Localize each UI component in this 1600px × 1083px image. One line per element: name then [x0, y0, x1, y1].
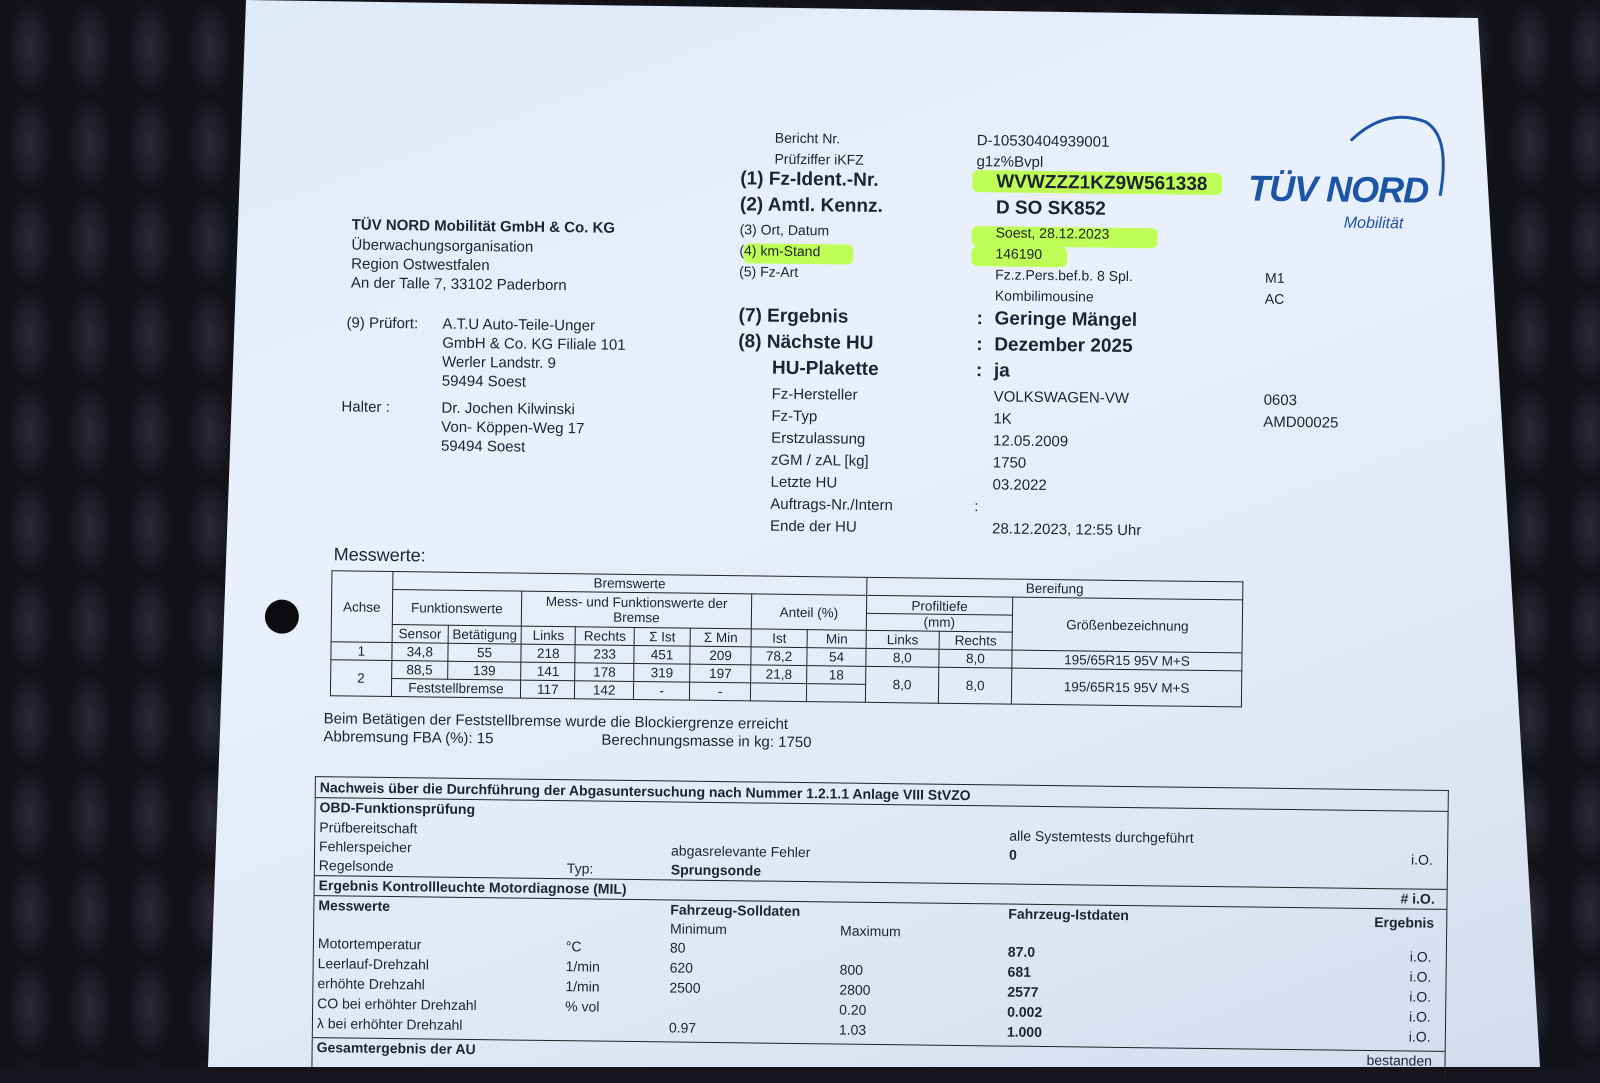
cell: 8,0 [865, 666, 939, 703]
cell: 2 [330, 660, 391, 697]
row-max: 800 [839, 961, 864, 978]
cell: 451 [634, 645, 691, 664]
mil-result: # i.O. [1400, 890, 1435, 907]
row-ist: 1.000 [1006, 1023, 1043, 1040]
fehlerspeicher-label: Fehlerspeicher [319, 838, 412, 856]
h-links: Links [521, 626, 576, 645]
row-name: λ bei erhöhter Drehzahl [316, 1015, 463, 1033]
row-min: 0.97 [668, 1019, 697, 1036]
typ-label: Typ: [566, 860, 594, 877]
h-achse: Achse [331, 571, 392, 643]
cell: 197 [690, 664, 751, 683]
ergebnis-label: (7) Ergebnis [738, 305, 849, 328]
letzte-hu-label: Letzte HU [770, 473, 838, 492]
pruefziffer-label: Prüfziffer iKFZ [774, 150, 864, 168]
cell: 78,2 [751, 647, 808, 666]
fehler-label: abgasrelevante Fehler [670, 842, 811, 861]
cell: 141 [521, 662, 576, 681]
halter-line2: Von- Köppen-Weg 17 [441, 418, 585, 438]
ergebnis-label: Ergebnis [1374, 914, 1435, 931]
h-bremswerte: Bremswerte [392, 572, 866, 596]
row-result: i.O. [1409, 948, 1432, 965]
row-unit: 1/min [565, 958, 600, 975]
fzart-value: Fz.z.Pers.bef.b. 8 Spl. [995, 266, 1133, 285]
note-feststellbremse: Beim Betätigen der Feststellbremse wurde die Blockiergrenze erreicht [323, 710, 789, 733]
row-unit: °C [565, 938, 582, 955]
h-profil-label: Profiltiefe [867, 597, 1012, 615]
row-result: i.O. [1409, 1008, 1431, 1025]
row-ist: 0.002 [1007, 1003, 1043, 1020]
row-unit: 1/min [565, 978, 600, 995]
ergebnis-value: Geringe Mängel [994, 308, 1138, 332]
tuev-nord-logo: TÜV NORD [1247, 167, 1429, 211]
row-min: 620 [669, 959, 694, 976]
cell: Feststellbremse [391, 679, 521, 699]
gesamtergebnis-label: Gesamtergebnis der AU [316, 1039, 476, 1058]
obd-title: OBD-Funktionsprüfung [319, 799, 476, 818]
row-name: erhöhte Drehzahl [317, 975, 425, 993]
fehler-value: 0 [1008, 846, 1017, 863]
cell: 142 [575, 681, 634, 700]
colon: : [976, 334, 983, 356]
note-berechnungsmasse: Berechnungsmasse in kg: 1750 [601, 731, 812, 752]
row-result: i.O. [1408, 1028, 1431, 1045]
minimum-label: Minimum [670, 920, 727, 938]
zgm-label: zGM / zAL [kg] [770, 451, 869, 470]
cell: 8,0 [939, 649, 1012, 668]
row-name: Motortemperatur [317, 935, 422, 953]
ende-hu-value: 28.12.2023, 12:55 Uhr [991, 520, 1142, 540]
h-bereifung: Bereifung [867, 577, 1243, 600]
bericht-value: D-10530404939001 [976, 132, 1110, 151]
row-result: i.O. [1409, 988, 1432, 1005]
cell: 18 [807, 666, 866, 685]
istdaten-label: Fahrzeug-Istdaten [1008, 905, 1129, 924]
regelsonde-label: Regelsonde [318, 857, 394, 875]
au-messwerte-label: Messwerte [318, 897, 391, 915]
h-sensor: Sensor [392, 625, 449, 644]
cell: 319 [634, 663, 691, 682]
ort-label: (3) Ort, Datum [739, 221, 830, 239]
row-name: Leerlauf-Drehzahl [317, 955, 430, 973]
row-ist: 681 [1007, 963, 1032, 980]
cell [750, 683, 807, 702]
hersteller-value: VOLKSWAGEN-VW [993, 388, 1130, 408]
auftrag-label: Auftrags-Nr./Intern [770, 495, 893, 515]
ort-value: Soest, 28.12.2023 [995, 224, 1110, 242]
h-funktion: Funktionswerte [392, 590, 522, 627]
typ-code: AMD00025 [1263, 413, 1339, 432]
km-value: 146190 [995, 245, 1043, 262]
cell: 218 [521, 644, 576, 663]
cell: 54 [807, 648, 866, 667]
cell: 88,5 [391, 661, 448, 680]
zgm-value: 1750 [992, 454, 1027, 472]
cell: 233 [575, 645, 634, 664]
naechste-hu-value: Dezember 2025 [994, 334, 1133, 358]
row-name: CO bei erhöhter Drehzahl [317, 995, 477, 1014]
row-min: 2500 [669, 979, 701, 996]
cell: 55 [448, 643, 521, 662]
colon: : [976, 308, 984, 330]
punch-hole [265, 599, 299, 633]
cell: 117 [521, 680, 576, 699]
logo-subtitle: Mobilität [1343, 214, 1404, 233]
fzident-label: (1) Fz-Ident.-Nr. [740, 168, 879, 191]
h-rechts: Rechts [576, 627, 635, 646]
erstzulassung-value: 12.05.2009 [992, 432, 1069, 451]
h-profil [866, 595, 1013, 632]
brake-tire-table [330, 570, 1243, 707]
note-fba: Abbremsung FBA (%): 15 [323, 728, 494, 748]
row-ist: 87.0 [1007, 943, 1036, 960]
fehler-result: i.O. [1410, 851, 1433, 868]
cell: 209 [690, 646, 751, 665]
h-prechts: Rechts [939, 631, 1012, 650]
row-unit: % vol [565, 998, 600, 1015]
au-section [311, 776, 1448, 1081]
pruefort-line3: Werler Landstr. 9 [441, 353, 557, 373]
kennz-value: D SO SK852 [995, 197, 1106, 220]
org-name: TÜV NORD Mobilität GmbH & Co. KG [351, 216, 616, 237]
pruefort-label: (9) Prüfort: [346, 314, 419, 333]
cell [807, 684, 866, 703]
fzart-code: M1 [1265, 269, 1285, 286]
cell: 195/65R15 95V M+S [1011, 668, 1241, 707]
naechste-hu-label: (8) Nächste HU [738, 331, 874, 354]
row-ist: 2577 [1007, 983, 1039, 1000]
cell: 1 [331, 642, 392, 661]
letzte-hu-value: 03.2022 [992, 476, 1047, 495]
h-sist: Σ Ist [634, 627, 691, 646]
h-groesse: Größenbezeichnung [1012, 597, 1243, 653]
typ-value: Sprungsonde [670, 861, 762, 879]
h-smin: Σ Min [690, 628, 751, 647]
cell: 8,0 [866, 648, 939, 667]
messwerte-title: Messwerte: [333, 544, 426, 566]
cell: 8,0 [938, 667, 1012, 704]
halter-label: Halter : [341, 398, 390, 416]
h-profil-unit: (mm) [923, 614, 956, 630]
mil-label: Ergebnis Kontrollleuchte Motordiagnose (MIL) [318, 877, 627, 897]
solldaten-label: Fahrzeug-Solldaten [670, 901, 801, 920]
h-plinks: Links [866, 630, 939, 649]
cell: 195/65R15 95V M+S [1012, 650, 1242, 671]
org-line2: Überwachungsorganisation [351, 236, 534, 256]
pruefbereitschaft-value: alle Systemtests durchgeführt [1009, 827, 1194, 846]
row-max: 0.20 [839, 1001, 867, 1018]
fzart-label: (5) Fz-Art [739, 263, 799, 280]
h-ist: Ist [751, 629, 808, 648]
km-label: (4) km-Stand [739, 242, 821, 260]
halter-line1: Dr. Jochen Kilwinski [441, 399, 575, 419]
colon: : [974, 498, 979, 516]
pruefort-line4: 59494 Soest [441, 372, 527, 391]
org-line4: An der Talle 7, 33102 Paderborn [350, 274, 567, 295]
au-title: Nachweis über die Durchführung der Abgasuntersuchung nach Nummer 1.2.1.1 Anlage VIII StVZO [319, 779, 971, 804]
pruefort-line1: A.T.U Auto-Teile-Unger [442, 315, 596, 335]
typ-value: 1K [993, 410, 1012, 428]
cell: - [633, 681, 690, 700]
fzident-value: WVWZZZ1KZ9W561338 [996, 171, 1208, 195]
hersteller-label: Fz-Hersteller [771, 385, 858, 404]
gesamtergebnis-value: bestanden [1366, 1051, 1433, 1069]
erstzulassung-label: Erstzulassung [771, 429, 866, 448]
colon: : [975, 360, 983, 382]
cell: 21,8 [751, 665, 808, 684]
row-result: i.O. [1409, 968, 1432, 985]
pruefbereitschaft-label: Prüfbereitschaft [319, 819, 418, 837]
plakette-value: ja [993, 360, 1010, 382]
h-anteil: Anteil (%) [751, 594, 866, 630]
hersteller-code: 0603 [1263, 391, 1298, 410]
bericht-label: Bericht Nr. [774, 129, 841, 147]
pruefziffer-value: g1z%Bvpl [976, 153, 1044, 171]
ende-hu-label: Ende der HU [769, 517, 857, 536]
pruefort-line2: GmbH & Co. KG Filiale 101 [442, 334, 626, 354]
cell: 139 [448, 661, 521, 680]
cell: - [690, 682, 751, 701]
h-min: Min [807, 630, 866, 649]
fzart-value2: Kombilimousine [994, 287, 1094, 305]
h-betaetigung: Betätigung [448, 625, 521, 644]
row-max: 2800 [839, 981, 871, 998]
kennz-label: (2) Amtl. Kennz. [739, 194, 883, 217]
h-mess: Mess- und Funktionswerte der Bremse [521, 591, 751, 629]
row-max: 1.03 [838, 1021, 867, 1038]
maximum-label: Maximum [840, 922, 901, 940]
halter-line3: 59494 Soest [440, 437, 526, 456]
typ-label: Fz-Typ [771, 407, 818, 426]
org-line3: Region Ostwestfalen [351, 255, 490, 275]
cell: 34,8 [391, 643, 448, 662]
plakette-label: HU-Plakette [771, 357, 879, 380]
cell: 178 [575, 663, 634, 682]
row-min: 80 [669, 939, 686, 956]
fzart-code2: AC [1264, 290, 1285, 307]
